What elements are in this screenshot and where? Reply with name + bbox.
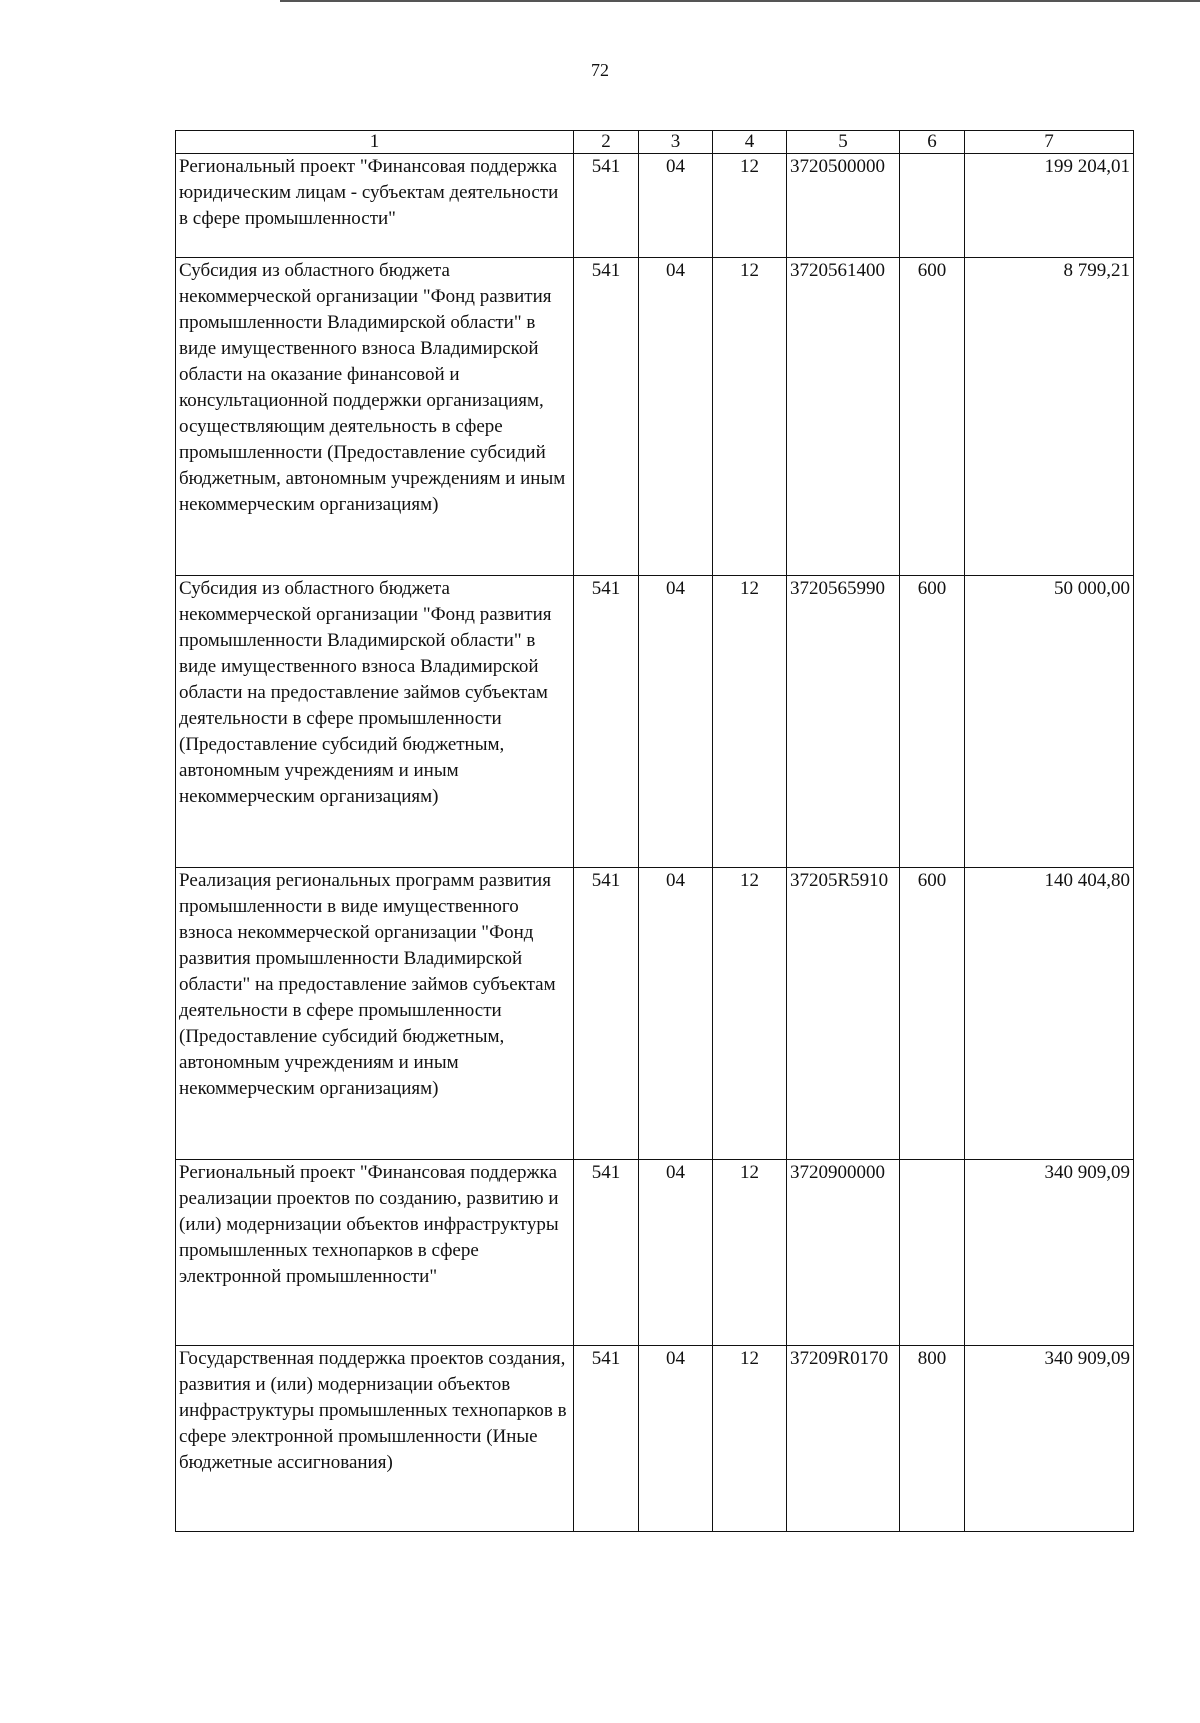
item-name: Реализация региональных программ развития промышленности в виде имущественного взноса некоммерческой организации "Фонд развития промышленности Владимирской области" на предоставление займов субъектам деятельности в сфере промышленности (Предоставление субсидий бюджетным, автономным учреждениям и иным некоммерческим организациям) bbox=[176, 868, 574, 1160]
expense-type-code: 600 bbox=[900, 258, 965, 576]
subsection-code: 12 bbox=[713, 868, 787, 1160]
item-name: Региональный проект "Финансовая поддержка реализации проектов по созданию, развитию и (или) модернизации объектов инфраструктуры промышленных технопарков в сфере электронной промышленности" bbox=[176, 1160, 574, 1346]
column-header: 1 bbox=[176, 131, 574, 154]
ministry-code: 541 bbox=[574, 1346, 639, 1532]
ministry-code: 541 bbox=[574, 576, 639, 868]
amount: 199 204,01 bbox=[965, 154, 1134, 258]
section-code: 04 bbox=[639, 1346, 713, 1532]
subsection-code: 12 bbox=[713, 1160, 787, 1346]
expense-type-code: 600 bbox=[900, 576, 965, 868]
header-row bbox=[176, 131, 1134, 154]
subsection-code: 12 bbox=[713, 154, 787, 258]
target-article-code: 37205R5910 bbox=[787, 868, 900, 1160]
ministry-code: 541 bbox=[574, 154, 639, 258]
expense-type-code bbox=[900, 1160, 965, 1346]
page-number: 72 bbox=[591, 60, 609, 80]
ministry-code: 541 bbox=[574, 868, 639, 1160]
subsection-code: 12 bbox=[713, 258, 787, 576]
ministry-code: 541 bbox=[574, 1160, 639, 1346]
expense-type-code bbox=[900, 154, 965, 258]
expense-type-code: 600 bbox=[900, 868, 965, 1160]
section-code: 04 bbox=[639, 868, 713, 1160]
target-article-code: 3720561400 bbox=[787, 258, 900, 576]
amount: 8 799,21 bbox=[965, 258, 1134, 576]
table-row bbox=[176, 1346, 1134, 1532]
expense-type-code: 800 bbox=[900, 1346, 965, 1532]
amount: 50 000,00 bbox=[965, 576, 1134, 868]
section-code: 04 bbox=[639, 154, 713, 258]
section-code: 04 bbox=[639, 258, 713, 576]
target-article-code: 3720565990 bbox=[787, 576, 900, 868]
column-header: 5 bbox=[787, 131, 900, 154]
item-name: Государственная поддержка проектов создания, развития и (или) модернизации объектов инфраструктуры промышленных технопарков в сфере электронной промышленности (Иные бюджетные ассигнования) bbox=[176, 1346, 574, 1532]
subsection-code: 12 bbox=[713, 576, 787, 868]
amount: 340 909,09 bbox=[965, 1160, 1134, 1346]
target-article-code: 37209R0170 bbox=[787, 1346, 900, 1532]
column-header: 4 bbox=[713, 131, 787, 154]
amount: 140 404,80 bbox=[965, 868, 1134, 1160]
target-article-code: 3720500000 bbox=[787, 154, 900, 258]
table-row bbox=[176, 1160, 1134, 1346]
budget-table bbox=[175, 130, 1134, 1532]
table-row bbox=[176, 576, 1134, 868]
amount: 340 909,09 bbox=[965, 1346, 1134, 1532]
section-code: 04 bbox=[639, 576, 713, 868]
column-header: 2 bbox=[574, 131, 639, 154]
table-row bbox=[176, 258, 1134, 576]
item-name: Региональный проект "Финансовая поддержка юридическим лицам - субъектам деятельности в сфере промышленности" bbox=[176, 154, 574, 258]
target-article-code: 3720900000 bbox=[787, 1160, 900, 1346]
column-header: 6 bbox=[900, 131, 965, 154]
column-header: 3 bbox=[639, 131, 713, 154]
item-name: Субсидия из областного бюджета некоммерческой организации "Фонд развития промышленности Владимирской области" в виде имущественного взноса Владимирской области на оказание финансовой и консультационной поддержки организациям, осуществляющим деятельность в сфере промышленности (Предоставление субсидий бюджетным, автономным учреждениям и иным некоммерческим организациям) bbox=[176, 258, 574, 576]
table-row bbox=[176, 868, 1134, 1160]
table-row bbox=[176, 154, 1134, 258]
column-header: 7 bbox=[965, 131, 1134, 154]
ministry-code: 541 bbox=[574, 258, 639, 576]
item-name: Субсидия из областного бюджета некоммерческой организации "Фонд развития промышленности Владимирской области" в виде имущественного взноса Владимирской области на предоставление займов субъектам деятельности в сфере промышленности (Предоставление субсидий бюджетным, автономным учреждениям и иным некоммерческим организациям) bbox=[176, 576, 574, 868]
section-code: 04 bbox=[639, 1160, 713, 1346]
top-border-line bbox=[280, 0, 1200, 2]
subsection-code: 12 bbox=[713, 1346, 787, 1532]
